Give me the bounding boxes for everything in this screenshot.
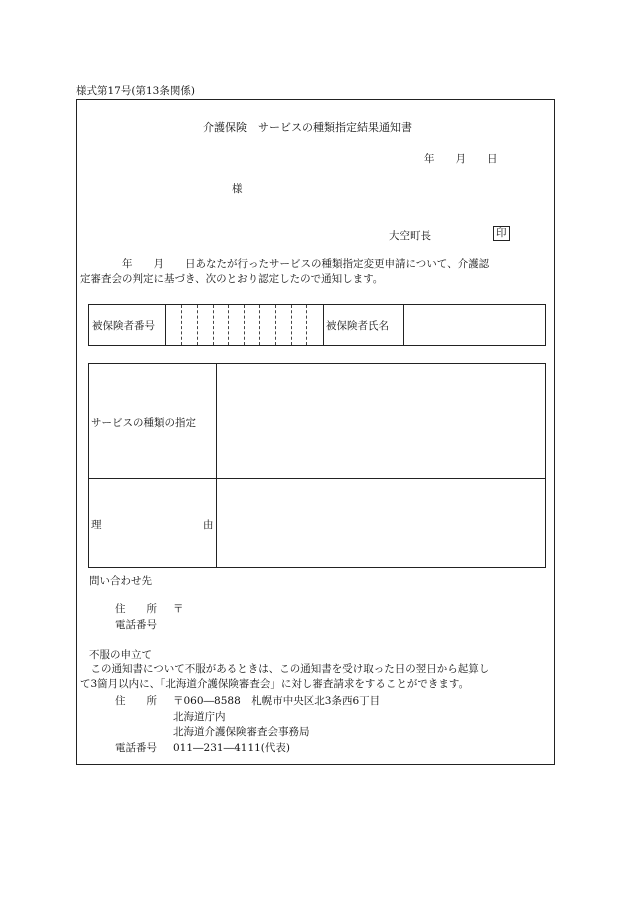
reason-label-left: 理 xyxy=(91,519,102,531)
insured-name-label: 被保険者氏名 xyxy=(326,320,389,332)
objection-phone-label: 電話番号 xyxy=(115,742,157,754)
inquiry-address-label: 住 所 xyxy=(115,603,157,615)
intro-line-1: 年 月 日あなたが行ったサービスの種類指定変更申請について、介護認 xyxy=(80,258,490,270)
inquiry-phone-label: 電話番号 xyxy=(115,619,157,631)
insured-info-table xyxy=(88,304,546,346)
issuer-name: 大空町長 xyxy=(389,230,431,242)
objection-address-line-2: 北海道庁内 xyxy=(173,711,226,723)
table-divider xyxy=(165,305,166,345)
service-type-label: サービスの種類の指定 xyxy=(91,417,196,429)
insured-number-label: 被保険者番号 xyxy=(92,320,155,332)
objection-address-line-3: 北海道介護保険審査会事務局 xyxy=(173,726,310,738)
insured-name-field[interactable] xyxy=(404,305,545,345)
objection-address-label: 住 所 xyxy=(115,695,157,707)
inquiry-heading: 問い合わせ先 xyxy=(89,575,152,587)
document-title: 介護保険 サービスの種類指定結果通知書 xyxy=(203,121,412,134)
objection-line-2: て3箇月以内に、「北海道介護保険審査会」に対し審査請求をすることができます。 xyxy=(80,678,470,690)
intro-line-2: 定審査会の判定に基づき、次のとおり認定したので通知します。 xyxy=(80,273,384,285)
objection-address-line-1: 〒060―8588 札幌市中央区北3条西6丁目 xyxy=(173,695,381,707)
date-line: 年 月 日 xyxy=(424,153,498,165)
form-number: 様式第17号(第13条関係) xyxy=(76,85,195,97)
objection-paragraph xyxy=(80,662,554,692)
table-divider xyxy=(323,305,324,345)
recipient-suffix: 様 xyxy=(232,183,243,195)
intro-paragraph xyxy=(80,257,554,287)
reason-field[interactable] xyxy=(217,479,545,567)
inquiry-address-value: 〒 xyxy=(173,603,184,615)
reason-label-right: 由 xyxy=(203,519,214,531)
objection-phone-value: 011―231―4111(代表) xyxy=(173,742,290,754)
issuer-seal xyxy=(493,226,510,241)
objection-line-1: この通知書について不服があるときは、この通知書を受け取った日の翌日から起算し xyxy=(80,663,490,675)
objection-heading: 不服の申立て xyxy=(89,649,152,661)
service-type-field[interactable] xyxy=(217,364,545,478)
details-table xyxy=(88,363,546,568)
seal-mark: 印 xyxy=(493,226,510,241)
